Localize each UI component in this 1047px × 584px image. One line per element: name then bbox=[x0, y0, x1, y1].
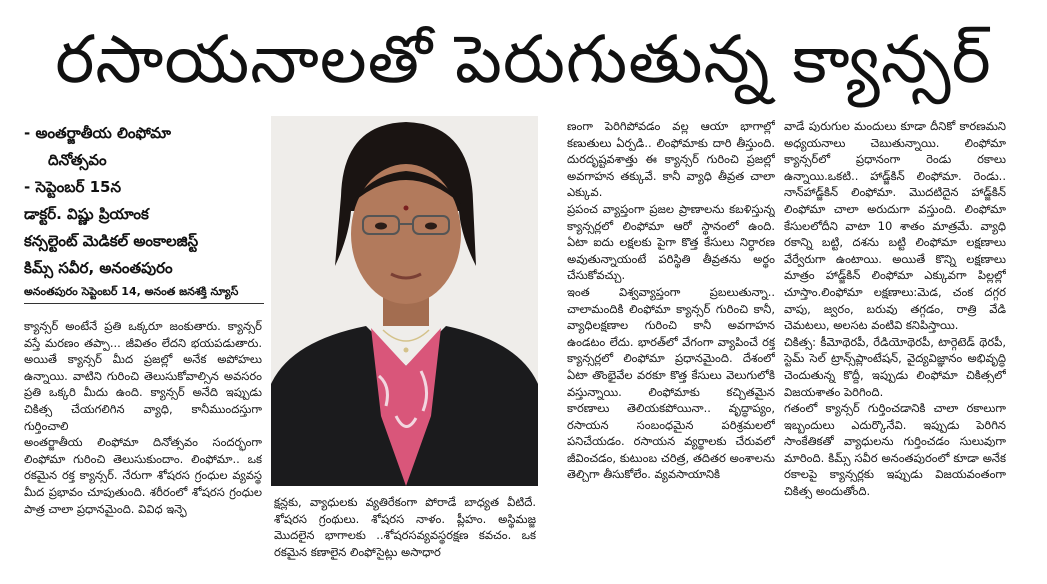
article-column-2 bbox=[274, 494, 536, 578]
info-line-doctor: డాక్టర్. విష్ణు ప్రియాంక bbox=[24, 205, 149, 223]
info-line-event: - అంతర్జాతీయ లింఫోమా bbox=[24, 124, 171, 142]
article-column-4 bbox=[784, 118, 1006, 558]
article-paragraph: గతంలో క్యాన్సర్ గుర్తించడానికి చాలా రకాలుగా ఇబ్బందులు ఎదుర్కొనేవి. ఇప్పుడు పెరిగిన సాంకేతికతో వ్యాధులను గుర్తించడం సులువుగా మారింది. కిమ్స్ సవీర అనంతపురంలో కూడా అనేక రకాలపై క్యాన్సర్లకు ఇప్పుడు విజయవంతంగా చికిత్స అందుతోంది. bbox=[784, 401, 1006, 499]
info-line-designation: కన్సల్టెంట్ మెడికల్ అంకాలజిస్ట్ bbox=[24, 232, 199, 250]
article-column-3 bbox=[567, 118, 775, 578]
info-line-date: - సెప్టెంబర్ 15న bbox=[24, 178, 122, 196]
article-paragraph: ఇంత విశ్వవ్యాప్తంగా ప్రబలుతున్నా.. చాలామందికి లింఫోమా క్యాన్సర్ గురించి కానీ, వ్యాధిలక్షణాల గురించి కానీ అవగాహన ఉండటం లేదు. భారత్‌లో వేగంగా వ్యాపించే రక్త క్యాన్సర్లలో లింఫోమా ప్రధానమైంది. దేశంలో ఏటా తొంభైవేల వరకూ కొత్త కేసులు వెలుగులోకి వస్తున్నాయి. లింఫోమాకు కచ్చితమైన కారణాలు తెలియకపోయినా.. వృద్ధాప్యం, రసాయన సంబంధమైన పరిశ్రమలలో పనిచేయడం. రసాయన వ్యర్థాలకు చేరువలో జీవించడం, కుటుంబ చరిత్ర, తదితర అంశాలను తెల్చిగా తీసుకోలేం. వ్యవసాయానికి bbox=[567, 284, 775, 482]
article-paragraph: ణంగా పెరిగిపోవడం వల్ల ఆయా భాగాల్లో కణుతులు ఏర్పడి.. లింఫోమాకు దారి తీస్తుంది. దురదృష్టవశాత్తు ఈ క్యాన్సర్ గురించి ప్రజల్లో అవగాహన తక్కువే. కానీ వ్యాధి తీవ్రత చాలా ఎక్కువ. bbox=[567, 119, 775, 200]
article-paragraph: క్యాన్సర్ అంటేనే ప్రతి ఒక్కరూ జంకుతారు. క్యాన్సర్ వస్తే మరణం తప్పా... జీవితం లేదని భయపడుతారు. అయితే క్యాన్సర్ మీద ప్రజల్లో అనేక అపోహలు ఉన్నాయి. వాటిని గురించి తెలుసుకోవాల్సిన అవసరం ప్రతి ఒక్కరి మీదు ఉంది. క్యాన్సర్ అనేది ఇప్పుడు చికిత్స చేయగలిగిన వ్యాధి, కానీముందస్తుగా గుర్తించాలి bbox=[24, 319, 262, 433]
article-paragraph: వాడే పురుగుల మందులు కూడా దీనికో కారణమని అధ్యయనాలు చెబుతున్నాయి. లింఫోమా క్యాన్సర్‌లో ప్రధానంగా రెండు రకాలు ఉన్నాయి.ఒకటి.. హాడ్జ్‌కిన్ లింఫోమా. రెండు.. నాన్‌హాడ్జ్‌కిన్ లింఫోమా. మొదటిదైన హాడ్జ్‌కిన్ లింఫోమా చాలా అరుదుగా వస్తుంది. లింఫోమా కేసులలోదీని వాటా 10 శాతం మాత్రమే. వ్యాధి రకాన్ని బట్టి, దశను బట్టి లింఫోమా లక్షణాలు వేర్వేరుగా ఉంటాయి. అయితే కొన్ని లక్షణాలు మాత్రం హాడ్జ్‌కిన్ లింఫోమా ఎక్కువగా పిల్లల్లో చూస్తాం.లింఫోమా లక్షణాలు:మెడ, చంక దగ్గర వాపు, జ్వరం, బరువు తగ్గడం, రాత్రి వేడి చెమటలు, అలసట వంటివి కనిపిస్తాయి. bbox=[784, 119, 1006, 333]
doctor-photo bbox=[271, 116, 538, 486]
info-line-hospital: కిమ్స్ సవీర, అనంతపురం bbox=[24, 259, 173, 277]
info-box bbox=[24, 120, 264, 306]
dateline: అనంతపురం సెప్టెంబర్ 14, అనంత జనశక్తి న్యూస్ bbox=[24, 284, 264, 304]
article-paragraph: క్షన్లకు, వ్యాధులకు వ్యతిరేకంగా పోరాడే బాధ్యత వీటిదే. శోషరస గ్రంథులు. శోషరస నాళం. ప్లీహం. అస్థిమజ్జ మొదలైన భాగాలకు ..శోషరసవ్యవస్థరక్షణ కవచం. ఒక రకమైన కణాలైన లింఫోసైట్లు అసాధార bbox=[274, 495, 536, 559]
article-paragraph: చికిత్స: కీమోథెరపీ, రేడియోథెరపీ, టార్గెటెడ్ థెరపీ, స్టెమ్ సెల్ ట్రాన్స్‌ప్లాంటేషన్, వైద్యవిజ్ఞానం అభివృద్ధి చెందుతున్న కొద్దీ, ఇప్పుడు లింఫోమా చికిత్సలో విజయశాతం పెరిగింది. bbox=[784, 334, 1006, 399]
headline: రసాయనాలతో పెరుగుతున్న క్యాన్సర్ bbox=[55, 21, 992, 98]
article-paragraph: ప్రపంచ వ్యాప్తంగా ప్రజల ప్రాణాలను కబళిస్తున్న క్యాన్సర్లలో లింఫోమా ఆరో స్థానంలో ఉంది. ఏటా ఐదు లక్షలకు పైగా కొత్త కేసులు నిర్ధారణ అవుతున్నాయంటే పరిస్థితి తీవ్రతను అర్థం చేసుకోవచ్చు. bbox=[567, 201, 775, 283]
info-line-event-cont: దినోత్సవం bbox=[48, 151, 107, 169]
article-column-1 bbox=[24, 318, 262, 576]
article-paragraph: అంతర్జాతీయ లింఫోమా దినోత్సవం సందర్భంగా లింఫోమా గురించి తెలుసుకుందాం. లింఫోమా.. ఒక రకమైన రక్త క్యాన్సర్. నేరుగా శోషరస గ్రంధుల వ్యవస్థ మీద ప్రభావం చూపుతుంది. శరీరంలో శోషరస గ్రంధుల పాత్ర చాలా ప్రధానమైంది. వివిధ ఇన్ఫె bbox=[24, 435, 262, 516]
portrait-photo-icon bbox=[271, 116, 538, 486]
